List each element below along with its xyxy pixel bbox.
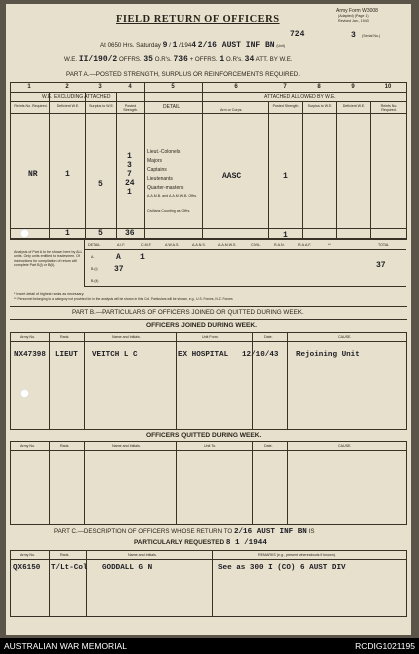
quitted-col-head: Unit To. — [204, 444, 217, 448]
part-c-col-head: Rank. — [60, 553, 70, 557]
footnote-1: * Insert detail of highest ranks as necessary. — [14, 292, 85, 296]
part-c-remarks: See as 300 I (CO) 6 AUST DIV — [218, 564, 346, 572]
head-surplus: Surplus to W.E. — [89, 104, 114, 108]
joined-name: VEITCH L C — [92, 351, 138, 359]
head-reinfs: Reinfs No. Required. — [14, 104, 48, 108]
rank-label: Majors — [147, 158, 163, 164]
serial-label: (Serial No.) — [362, 34, 381, 38]
part-c-col-head: REMARKS (e.g., present whereabouts if known). — [258, 553, 336, 557]
analysis-row-label: B.(ii) — [91, 279, 99, 283]
date-month: 1 — [172, 41, 178, 50]
analysis-head: C.M.F. — [141, 243, 152, 247]
col-number: 4 — [128, 84, 132, 90]
quitted-col-head: Date. — [264, 444, 273, 448]
analysis-head: R.A.N. — [274, 243, 285, 247]
army-form-label: Army Form W3008 — [336, 8, 378, 14]
part-c-year: 4 — [262, 539, 267, 547]
deficient-value: 1 — [65, 170, 70, 179]
col-number: 3 — [98, 84, 102, 90]
total-deficient: 1 — [65, 229, 70, 238]
part-a-heading: PART A.—POSTED STRENGTH, SURPLUS OR REINFORCEMENTS REQUIRED. — [66, 71, 301, 78]
or-value: 736 — [173, 55, 188, 64]
analysis-head: R.A.A.F. — [298, 243, 312, 247]
analysis-a-cmf: 1 — [140, 253, 145, 262]
rank-label: Lieutenants — [147, 176, 173, 182]
joined-header: OFFICERS JOINED DURING WEEK. — [146, 322, 258, 329]
col-number: 10 — [384, 84, 392, 90]
posted-value: 1 — [127, 152, 132, 161]
part-c-col-head: Name and Initials. — [128, 553, 157, 557]
joined-cause: Rejoining Unit — [296, 351, 360, 359]
we-line — [64, 55, 293, 64]
analysis-head: CIVIL. — [251, 243, 261, 247]
army-form-sub2: Revised Jan., 1943 — [338, 19, 369, 23]
at-line: At 0650 Hrs. Saturday 9 / 1 /1944 2/16 AUST INF BN (Unit) — [100, 41, 286, 50]
analysis-head: ** — [328, 243, 331, 247]
total-att-posted: 1 — [283, 231, 288, 240]
head-arm-corps: Arm or Corps. — [220, 108, 243, 112]
plus-offrs-value: 1 — [219, 55, 225, 64]
offrs-label: OFFRS. — [118, 56, 142, 63]
att-posted-value: 1 — [283, 172, 288, 181]
total-surplus: 5 — [98, 229, 103, 238]
we-excluding-header: W.E. EXCLUDING ATTACHED — [42, 94, 111, 100]
quitted-col-head: CAUSE. — [338, 444, 352, 448]
part-b-heading: PART B.—PARTICULARS OF OFFICERS JOINED OR QUITTED DURING WEEK. — [72, 309, 304, 316]
part-c-unit: 2/16 AUST INF BN — [233, 528, 307, 536]
part-c-line2 — [134, 539, 267, 547]
posted-value: 24 — [125, 179, 135, 188]
col-number: 8 — [317, 84, 321, 90]
head-att-reinfs: Reinfs No. Required. — [380, 104, 398, 112]
joined-rank: LIEUT — [55, 351, 78, 359]
head-att-posted: Posted Strength. — [272, 104, 300, 108]
we-label: W.E. — [64, 56, 78, 63]
plus-or-value: 34 — [244, 55, 255, 64]
footnote-2: ** Personnel belonging to a category not provided for in the analysis will be shown in this Col. Particulars will be shown, e.g., U.S. Forces, N.Z. Forces — [14, 297, 233, 301]
punch-hole — [20, 229, 29, 238]
part-c-rank: T/Lt-Col — [51, 564, 88, 572]
col-number: 6 — [234, 84, 238, 90]
rank-label: Civilians Counting as Offrs. — [147, 209, 191, 213]
or-label: O.R's. — [154, 56, 172, 63]
analysis-a-aif: A — [116, 253, 121, 262]
analysis-bi-aif: 37 — [114, 265, 124, 274]
analysis-head: A.W.A.S. — [165, 243, 180, 247]
rank-label: Captains — [147, 167, 167, 173]
analysis-head: TOTAL — [378, 243, 390, 247]
date-year-digit: 4 — [191, 41, 197, 50]
form-title: FIELD RETURN OF OFFICERS — [116, 14, 280, 25]
posted-value: 1 — [127, 188, 132, 197]
part-c-col-head: Army No. — [20, 553, 35, 557]
analysis-head: DETAIL — [88, 243, 101, 247]
surplus-value: 5 — [98, 180, 103, 189]
head-att-surplus: Surplus to W.E. — [307, 104, 333, 108]
joined-col-head: Unit From. — [202, 335, 219, 339]
unit-value: 2/16 AUST INF BN — [197, 41, 275, 50]
joined-col-head: Army No. — [20, 335, 35, 339]
quitted-col-head: Army No. — [20, 444, 35, 448]
joined-col-head: Rank. — [60, 335, 70, 339]
posted-value: 3 — [127, 161, 132, 170]
reinfs-value: NR — [28, 170, 38, 179]
total-posted: 36 — [125, 229, 135, 238]
joined-col-head: CAUSE. — [338, 335, 352, 339]
att-label: ATT. BY W.E. — [255, 56, 293, 63]
we-value: II/190/2 — [78, 55, 118, 64]
joined-unit-from: EX HOSPITAL — [178, 351, 229, 359]
head-att-deficient: Deficient W.E. — [342, 104, 366, 108]
part-c-army-no: QX6150 — [13, 564, 41, 572]
col-number: 7 — [283, 84, 287, 90]
plus-offrs-label: + OFFRS. — [189, 56, 218, 63]
col-number: 2 — [65, 84, 69, 90]
detail-header: DETAIL — [163, 104, 181, 110]
serial-value: 3 — [351, 31, 356, 40]
part-c-is: IS — [308, 528, 315, 535]
plus-or-label: O.R's. — [225, 56, 243, 63]
rank-label: Lieut.-Colonels — [147, 149, 181, 155]
footer-institution: AUSTRALIAN WAR MEMORIAL — [4, 641, 127, 651]
attached-header: ATTACHED ALLOWED BY W.E. — [264, 94, 336, 100]
footer-record-id: RCDIG1021195 — [355, 641, 415, 651]
date-day: 9 — [162, 41, 168, 50]
offrs-value: 35 — [143, 55, 153, 64]
head-deficient: Deficient W.E. — [56, 104, 80, 108]
unit-label: (Unit) — [276, 44, 286, 48]
date-year-prefix: /194 — [179, 42, 192, 49]
col-number: 5 — [171, 84, 175, 90]
at-line-prefix: At 0650 Hrs. Saturday — [100, 42, 161, 49]
rank-label: Quarter-masters — [147, 185, 184, 191]
rank-label: A.A.M.B. and A.A.M.W.B. Offrs. — [147, 194, 198, 198]
sheet-number: 724 — [290, 30, 305, 39]
joined-army-no: NX47398 — [14, 351, 46, 359]
joined-col-head: Date. — [264, 335, 273, 339]
analysis-head: A.I.F. — [117, 243, 126, 247]
analysis-head: A.A.N.S. — [192, 243, 206, 247]
part-c-heading — [54, 528, 314, 536]
arm-corps-value: AASC — [222, 172, 242, 181]
analysis-note: Analysis of Part A to be shown here by ALL units. Only units entitled to tradesmen. Of instructions for compilation of return will complete Part B(i) or B(ii). — [14, 250, 83, 268]
joined-date: 12/10/43 — [242, 351, 279, 359]
col-number: 9 — [351, 84, 355, 90]
quitted-col-head: Rank. — [60, 444, 70, 448]
form-sheet — [6, 4, 411, 635]
analysis-bi-total: 37 — [376, 261, 386, 270]
quitted-col-head: Name and Initials. — [112, 444, 141, 448]
part-c-date: 8 1 /194 — [225, 539, 263, 547]
archive-footer — [0, 638, 419, 654]
posted-value: 7 — [127, 170, 132, 179]
joined-col-head: Name and Initials. — [112, 335, 141, 339]
part-c-requested: PARTICULARLY REQUESTED — [134, 539, 225, 546]
part-c-name: GODDALL G N — [102, 564, 153, 572]
quitted-header: OFFICERS QUITTED DURING WEEK. — [146, 432, 262, 439]
part-c-text: PART C.—DESCRIPTION OF OFFICERS WHOSE RETURN TO — [54, 528, 233, 535]
head-posted: Posted Strength. — [123, 104, 138, 112]
army-form-sub1: (Adapted) (Page 1) — [338, 14, 369, 18]
analysis-row-label: A. — [91, 255, 95, 259]
analysis-head: A.A.M.W.S. — [218, 243, 237, 247]
analysis-row-label: B.(i) — [91, 267, 98, 271]
col-number: 1 — [27, 84, 31, 90]
punch-hole — [20, 389, 29, 398]
